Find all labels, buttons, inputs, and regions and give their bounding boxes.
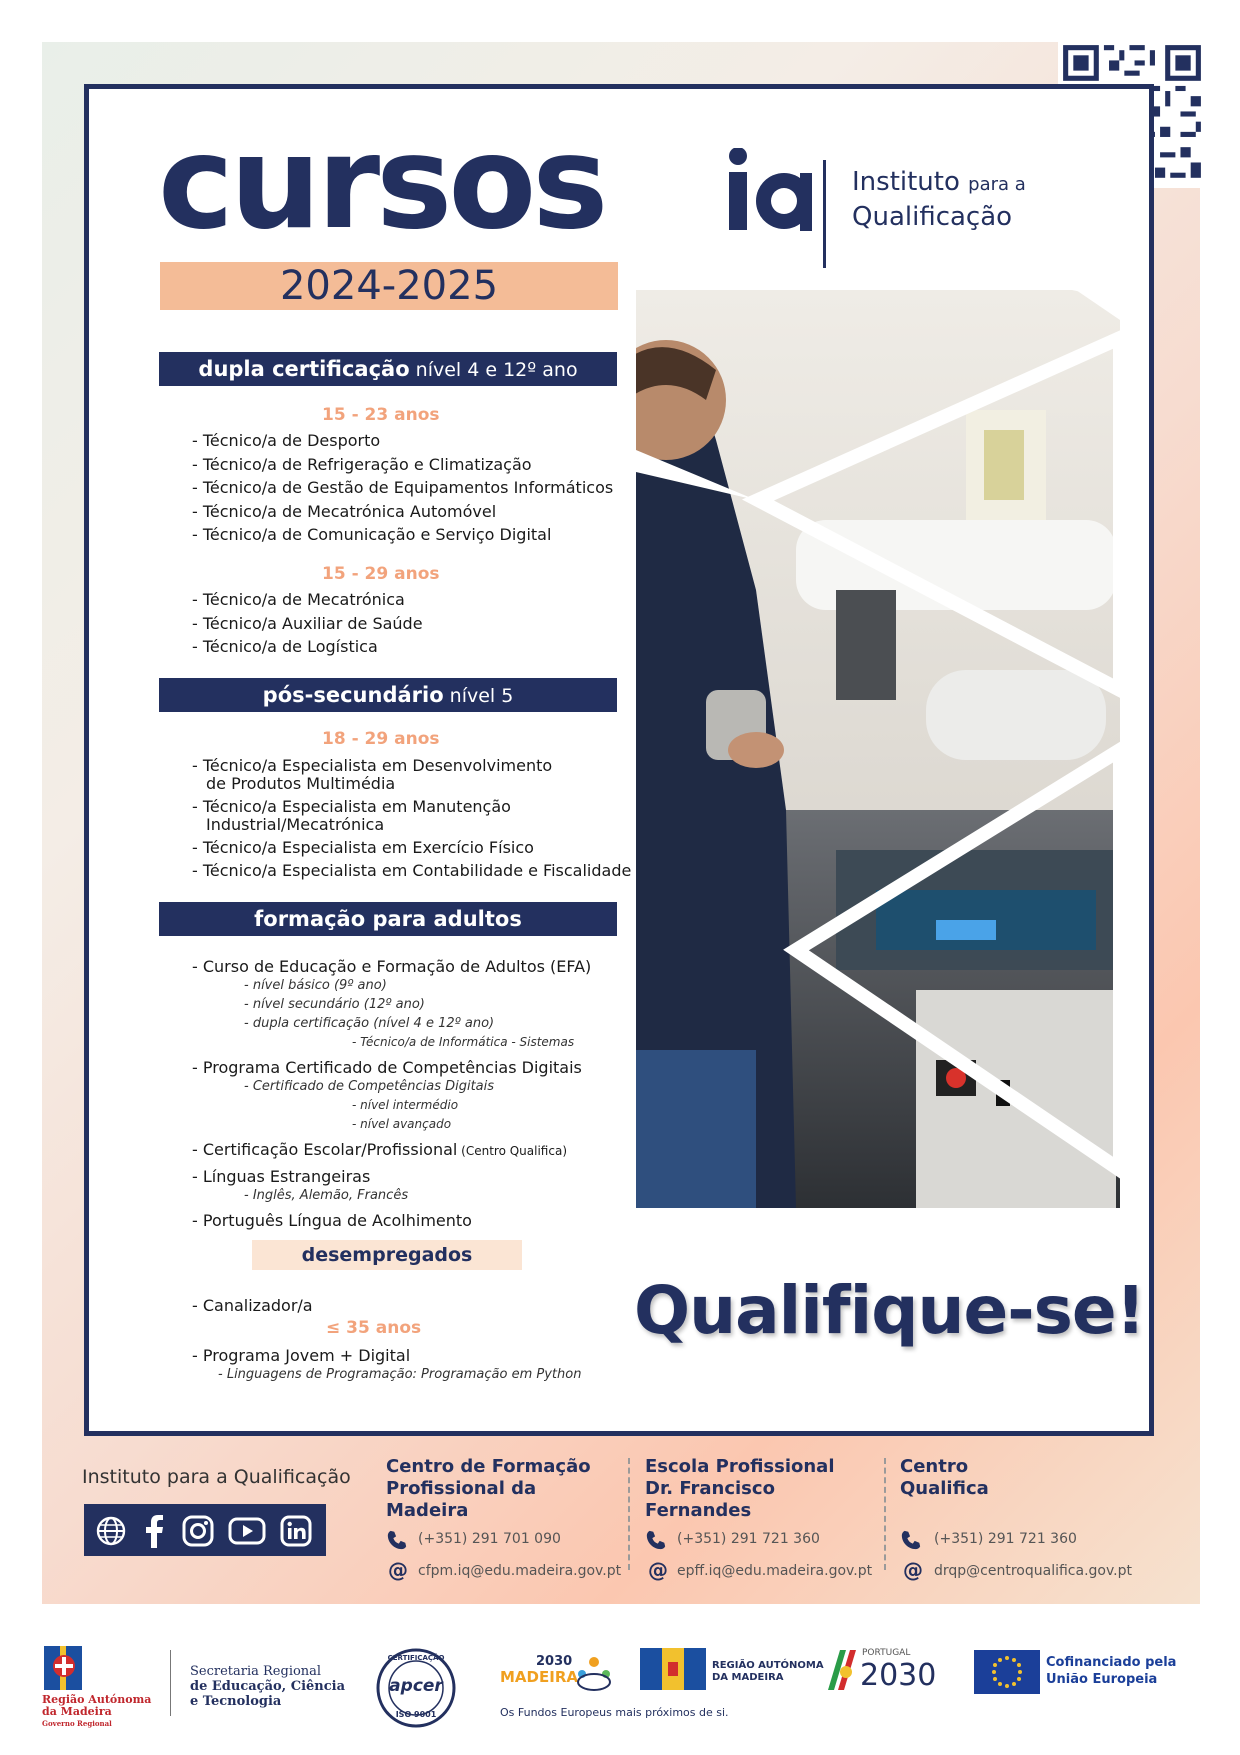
partner-logos: [0, 1610, 1240, 1755]
year-banner: 2024-2025: [160, 262, 618, 310]
list-item[interactable]: - Técnico/a de Refrigeração e Climatização: [192, 454, 532, 474]
pt2030-wordmark: 2030: [860, 1658, 937, 1693]
age-range: 18 - 29 anos: [322, 729, 440, 749]
slogan: Qualifique-se!: [634, 1272, 1145, 1349]
list-item[interactable]: - Técnico/a de Gestão de Equipamentos Informáticos: [192, 478, 614, 497]
madeira2030-figure-icon: [572, 1654, 616, 1698]
sre-line3: e Tecnologia: [190, 1694, 282, 1709]
at-icon: @: [648, 1558, 668, 1582]
eu-flag-icon: [974, 1650, 1040, 1694]
list-item[interactable]: - Técnico/a Especialista em Contabilidade e Fiscalidade: [192, 861, 632, 880]
email-address[interactable]: epff.iq@edu.madeira.gov.pt: [677, 1563, 873, 1579]
cert-label: - Certificação Escolar/Profissional: [192, 1140, 458, 1159]
phone-icon: [386, 1529, 408, 1551]
apcer-logo: [376, 1648, 456, 1728]
list-item[interactable]: - Línguas Estrangeiras: [192, 1167, 371, 1186]
center-name-line2: Qualifica: [900, 1478, 989, 1499]
eu-text: [1046, 1654, 1176, 1688]
list-item[interactable]: - Técnico/a Especialista em Desenvolvimento: [192, 756, 553, 775]
list-item[interactable]: [192, 1140, 591, 1161]
list-item[interactable]: - Curso de Educação e Formação de Adultos (EFA): [192, 957, 592, 976]
list-item-continued[interactable]: Industrial/Mecatrónica: [206, 815, 385, 834]
sub-item: - nível intermédio: [352, 1098, 459, 1112]
section-pos-secundario: [159, 678, 617, 712]
sub-item: - Técnico/a de Informática - Sistemas: [352, 1035, 575, 1049]
section-dupla-certificacao: [159, 352, 617, 386]
phone-number[interactable]: (+351) 291 721 360: [934, 1531, 1077, 1547]
eu-line2: União Europeia: [1046, 1672, 1158, 1687]
sub-item: - nível avançado: [352, 1117, 452, 1131]
email-address[interactable]: drqp@centroqualifica.gov.pt: [934, 1563, 1132, 1579]
logo-line2: Qualificação: [852, 202, 1013, 232]
cert-note: (Centro Qualifica): [457, 1144, 568, 1158]
phone-icon: [900, 1529, 922, 1551]
madeira2030-wordmark: MADEIRA: [500, 1668, 578, 1686]
ram-text: [42, 1694, 162, 1730]
logo-line1: Instituto: [852, 167, 960, 197]
ram-logo: [42, 1644, 162, 1730]
madeira2030-tagline: Os Fundos Europeus mais próximos de si.: [500, 1706, 729, 1719]
list-item[interactable]: - Português Língua de Acolhimento: [192, 1211, 472, 1230]
sub-item: - dupla certificação (nível 4 e 12º ano): [244, 1016, 495, 1031]
section-desempregados: desempregados: [252, 1240, 522, 1270]
section-title: dupla certificação: [198, 357, 410, 381]
facebook-icon[interactable]: [144, 1514, 164, 1548]
adult-list: [192, 957, 591, 1230]
ram-line3: Governo Regional: [42, 1719, 112, 1728]
linkedin-icon[interactable]: [280, 1515, 312, 1547]
ram-line1: Região Autónoma: [42, 1693, 152, 1706]
sub-item: - nível secundário (12º ano): [244, 997, 425, 1012]
list-item[interactable]: - Técnico/a Especialista em Manutenção: [192, 797, 511, 816]
ram2-line2: DA MADEIRA: [712, 1672, 784, 1683]
list-item[interactable]: - Técnico/a Especialista em Exercício Físico: [192, 838, 534, 857]
apcer-top: CERTIFICAÇÃO: [387, 1654, 445, 1662]
list-item[interactable]: - Técnico/a de Mecatrónica: [192, 590, 405, 609]
course-list-1: [192, 429, 613, 547]
center-name-line2: Profissional da Madeira: [386, 1478, 537, 1521]
instagram-icon[interactable]: [182, 1515, 214, 1547]
at-icon: @: [388, 1558, 408, 1582]
list-item-continued[interactable]: de Produtos Multimédia: [206, 774, 396, 793]
sub-item: - Inglês, Alemão, Francês: [244, 1188, 409, 1203]
center-name-line1: Centro de Formação: [386, 1456, 591, 1477]
section-subtitle: nível 5: [443, 685, 514, 707]
list-item[interactable]: - Programa Certificado de Competências Digitais: [192, 1058, 582, 1077]
phone-number[interactable]: (+351) 291 701 090: [418, 1531, 561, 1547]
youth-list: [192, 1346, 581, 1384]
apcer-wordmark: apcer: [389, 1676, 443, 1696]
footer-org-name: Instituto para a Qualificação: [82, 1466, 351, 1488]
iq-logo-icon: [726, 148, 836, 268]
logo-line1-small: para a: [968, 174, 1026, 195]
course-list-2: [192, 588, 423, 659]
ram-crest-icon: [42, 1644, 84, 1692]
center-name-line1: Escola Profissional: [645, 1456, 835, 1477]
robotics-lab-photo: [636, 290, 1120, 1208]
phone-number[interactable]: (+351) 291 721 360: [677, 1531, 820, 1547]
divider: [170, 1650, 171, 1716]
list-item[interactable]: - Técnico/a de Logística: [192, 637, 378, 656]
ram-line2: da Madeira: [42, 1705, 112, 1718]
eu-line1: Cofinanciado pela: [1046, 1655, 1177, 1670]
ram-flag-logo: [640, 1648, 824, 1694]
sre-line1: Secretaria Regional: [190, 1664, 322, 1679]
section-title: pós-secundário: [262, 683, 444, 707]
portugal2030-mark-icon: [824, 1646, 860, 1694]
list-item[interactable]: - Técnico/a de Desporto: [192, 431, 381, 450]
course-list-3: [192, 757, 631, 880]
phone-icon: [645, 1529, 667, 1551]
ram2-text: [712, 1660, 824, 1684]
apcer-bottom: ISO 9001: [395, 1710, 437, 1719]
list-item[interactable]: - Programa Jovem + Digital: [192, 1346, 411, 1365]
divider: [884, 1458, 886, 1570]
age-range: ≤ 35 anos: [326, 1318, 422, 1338]
eu-logo: [974, 1650, 1214, 1698]
page-title: cursos: [158, 109, 605, 258]
social-bar: [84, 1504, 326, 1556]
sub-item: - nível básico (9º ano): [244, 978, 387, 993]
iq-logo-text: [852, 166, 1026, 233]
youtube-icon[interactable]: [228, 1517, 266, 1545]
contact-qualifica: [900, 1456, 1100, 1500]
age-range: 15 - 29 anos: [322, 564, 440, 584]
section-subtitle: nível 4 e 12º ano: [409, 359, 578, 381]
at-icon: @: [903, 1558, 923, 1582]
email-address[interactable]: cfpm.iq@edu.madeira.gov.pt: [418, 1563, 622, 1579]
madeira2030-top: 2030: [536, 1654, 573, 1669]
divider: [628, 1458, 630, 1570]
sub-item: - Linguagens de Programação: Programação em Python: [218, 1367, 582, 1382]
sub-item: - Certificado de Competências Digitais: [244, 1079, 495, 1094]
section-formacao-adultos: formação para adultos: [159, 902, 617, 936]
contact-epff: [645, 1456, 885, 1522]
list-item[interactable]: - Técnico/a Auxiliar de Saúde: [192, 613, 423, 633]
list-item[interactable]: - Técnico/a de Comunicação e Serviço Digital: [192, 525, 552, 544]
sre-logo: [190, 1664, 345, 1709]
list-item[interactable]: - Canalizador/a: [192, 1296, 313, 1315]
list-item[interactable]: - Técnico/a de Mecatrónica Automóvel: [192, 501, 497, 521]
center-name-line1: Centro: [900, 1456, 969, 1477]
pt2030-top: PORTUGAL: [862, 1648, 911, 1658]
center-name-line2: Dr. Francisco Fernandes: [645, 1478, 775, 1521]
globe-icon[interactable]: [96, 1516, 126, 1546]
contact-cfpm: [386, 1456, 616, 1522]
madeira-flag-icon: [640, 1648, 706, 1690]
sre-line2: de Educação, Ciência: [190, 1679, 346, 1694]
ram2-line1: REGIÃO AUTÓNOMA: [712, 1660, 824, 1671]
portugal-2030-logo: [824, 1646, 944, 1698]
age-range: 15 - 23 anos: [322, 405, 440, 425]
